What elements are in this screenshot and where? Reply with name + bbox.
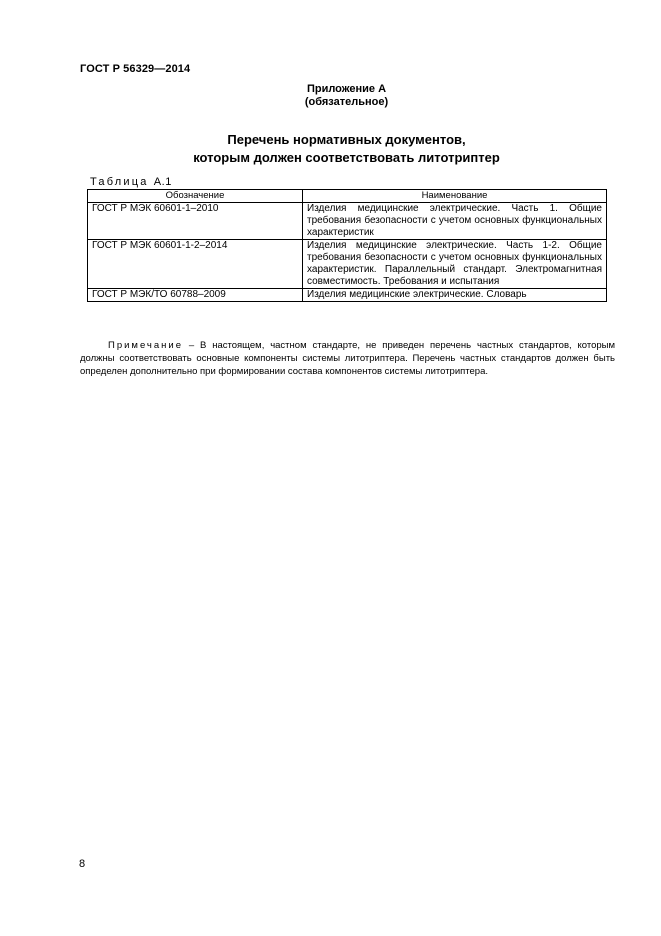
standards-table <box>87 189 607 302</box>
table-caption <box>90 176 172 188</box>
page-number: 8 <box>79 858 86 870</box>
standard-code: ГОСТ Р МЭК 60601-1–2010 <box>88 203 303 240</box>
appendix-title: Приложение А <box>306 83 387 95</box>
note-label: Примечание <box>108 340 183 351</box>
column-header-code: Обозначение <box>88 190 303 203</box>
section-title-line-1: Перечень нормативных документов, <box>227 132 466 147</box>
standard-name: Изделия медицинские электрические. Словарь <box>303 289 607 302</box>
section-title-line-2: которым должен соответствовать литотриптер <box>193 150 500 165</box>
standard-name: Изделия медицинские электрические. Часть 1-2. Общие требования безопасности с учетом основных функциональных характеристик. Параллельный стандарт. Электромагнитная совместимость. Требования и испытания <box>303 240 607 289</box>
standard-code: ГОСТ Р МЭК/ТО 60788–2009 <box>88 289 303 302</box>
table-row <box>88 203 607 240</box>
document-code: ГОСТ Р 56329—2014 <box>80 63 191 75</box>
table-row <box>88 289 607 302</box>
note <box>80 339 615 378</box>
standard-name: Изделия медицинские электрические. Часть 1. Общие требования безопасности с учетом основных функциональных характеристик <box>303 203 607 240</box>
column-header-name: Наименование <box>303 190 607 203</box>
standard-code: ГОСТ Р МЭК 60601-1-2–2014 <box>88 240 303 289</box>
note-text: – В настоящем, частном стандарте, не приведен перечень частных стандартов, которым должны соответствовать основные компоненты системы литотриптера. Перечень частных стандартов должен быть определен дополнительно при формировании состава компонентов системы литотриптера. <box>80 340 616 377</box>
table-row <box>88 240 607 289</box>
table-caption-label: Таблица <box>90 176 149 188</box>
table-caption-number: А.1 <box>153 176 172 188</box>
appendix-status: (обязательное) <box>304 96 389 108</box>
section-title <box>16 131 661 167</box>
table-header-row <box>88 190 607 203</box>
